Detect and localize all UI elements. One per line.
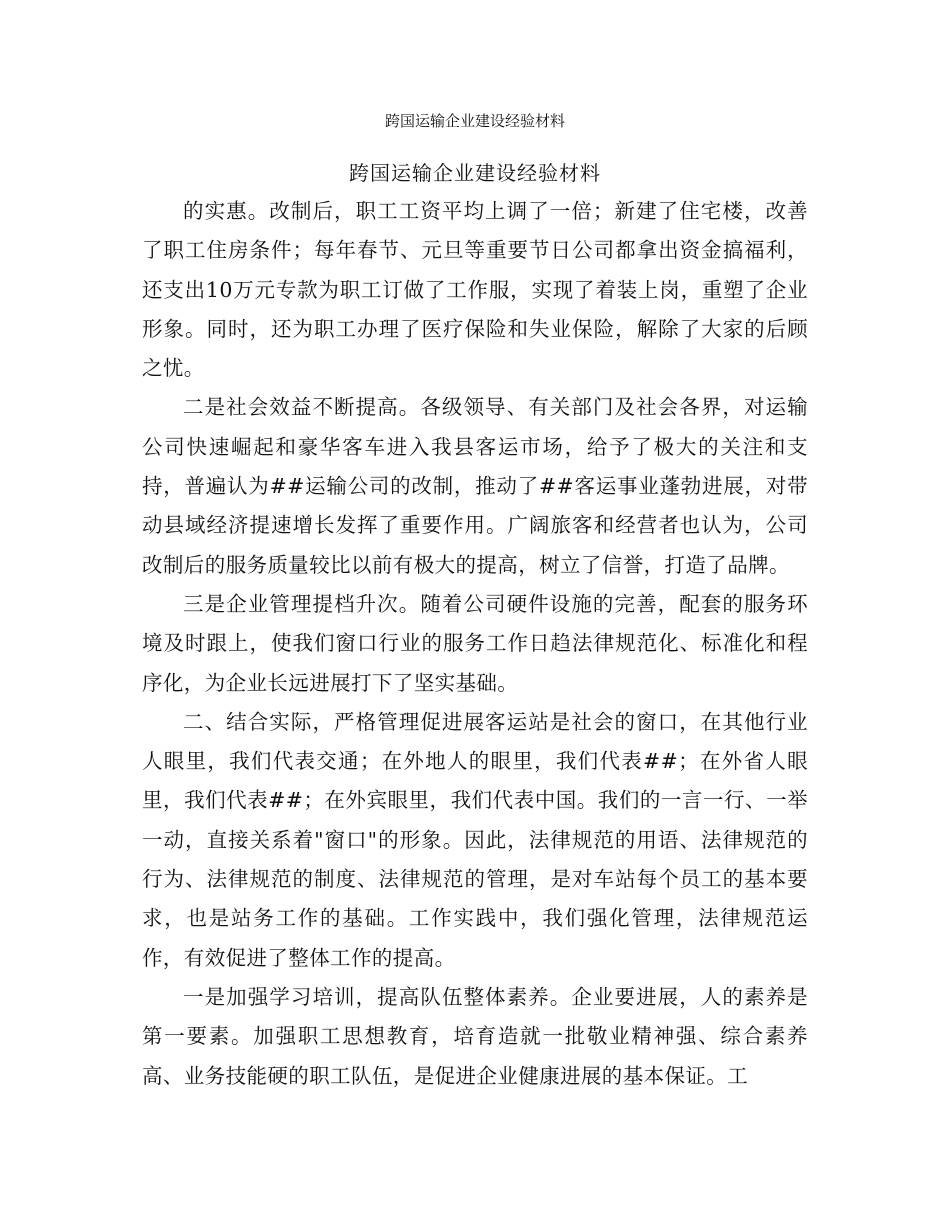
paragraph: 一是加强学习培训，提高队伍整体素养。企业要进展，人的素养是第一要素。加强职工思想教育，培育造就一批敬业精神强、综合素养高、业务技能硬的职工队伍，是促进企业健康进展的基本保证。工 xyxy=(142,984,808,1088)
paragraph: 三是企业管理提档升次。随着公司硬件设施的完善，配套的服务环境及时跟上，使我们窗口行业的服务工作日趋法律规范化、标准化和程序化，为企业长远进展打下了坚实基础。 xyxy=(142,591,808,695)
paragraph: 二是社会效益不断提高。各级领导、有关部门及社会各界，对运输公司快速崛起和豪华客车进入我县客运市场，给予了极大的关注和支持，普遍认为##运输公司的改制，推动了##客运事业蓬勃进展，对带动县域经济提速增长发挥了重要作用。广阔旅客和经营者也认为，公司改制后的服务质量较比以前有极大的提高，树立了信誉，打造了品牌。 xyxy=(142,395,808,577)
document-body xyxy=(142,192,808,1096)
page-header-title: 跨国运输企业建设经验材料 xyxy=(384,112,565,130)
document-title: 跨国运输企业建设经验材料 xyxy=(349,161,601,185)
paragraph: 二、结合实际，严格管理促进展客运站是社会的窗口，在其他行业人眼里，我们代表交通；在外地人的眼里，我们代表##；在外省人眼里，我们代表##；在外宾眼里，我们代表中国。我们的一言一行、一举一动，直接关系着"窗口"的形象。因此，法律规范的用语、法律规范的行为、法律规范的制度、法律规范的管理，是对车站每个员工的基本要求，也是站务工作的基础。工作实践中，我们强化管理，法律规范运作，有效促进了整体工作的提高。 xyxy=(142,709,808,970)
paragraph: 的实惠。改制后，职工工资平均上调了一倍；新建了住宅楼，改善了职工住房条件；每年春节、元旦等重要节日公司都拿出资金搞福利，还支出10万元专款为职工订做了工作服，实现了着装上岗，重塑了企业形象。同时，还为职工办理了医疗保险和失业保险，解除了大家的后顾之忧。 xyxy=(142,199,808,381)
